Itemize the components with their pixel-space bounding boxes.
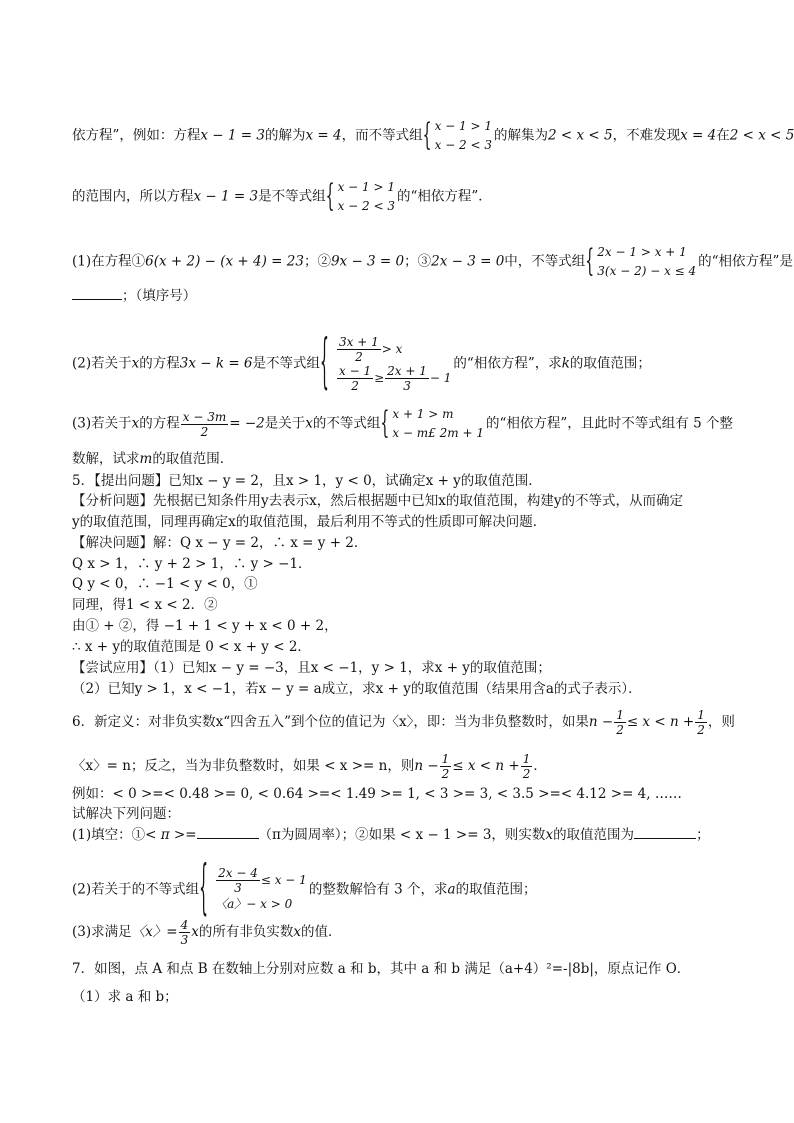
p5-line8: 由① + ②，得 −1 + 1 < y + x < 0 + 2，: [72, 618, 338, 634]
inequality-system: { $\frac{2x - 4}{3}$ ≤ x − 1 〈a〉− x > 0: [201, 866, 307, 914]
p6-line2: 〈x〉= n；反之，当为非负整数时，如果 < x >= n，则n − $\frac{1}{2}$ ≤ x < n + $\frac{1}{2}$ ．: [72, 752, 547, 781]
p6-line1: 6．新定义：对非负实数x“四舍五入”到个位的值记为〈x〉，即：当为非负整数时，如果n − $\frac{1}{2}$ ≤ x < n + $\frac{1}{2}$ ，则: [72, 708, 735, 737]
p5-line4: 【解决问题】解：Q x − y = 2，∴ x = y + 2．: [72, 535, 368, 551]
p6-question3: (3)求满足〈x〉= $\frac{4}{3}$ x的所有非负实数x的值．: [72, 918, 342, 947]
p5-line5: Q x > 1，∴ y + 2 > 1，∴ y > −1．: [72, 556, 312, 572]
p6-question2: (2)若关于的不等式组 { $\frac{2x - 4}{3}$ ≤ x − 1 〈a〉− x > 0 的整数解恰有 3 个，求a的取值范围；: [72, 866, 537, 914]
p6-question1: (1)填空：①< π >= （π为圆周率）；②如果 < x − 1 >= 3，则实数x的取值范围为 ；: [72, 827, 710, 843]
answer-blank[interactable]: [72, 287, 122, 300]
p5-line3: y的取值范围，同理再确定x的取值范围，最后利用不等式的性质即可解决问题．: [72, 514, 547, 530]
p4-line2: 的范围内，所以方程x − 1 = 3是不等式组 { x − 1 > 1 x − 2 < 3 的“相依方程”．: [72, 178, 492, 216]
inequality-system: { $\frac{3x + 1}{2}$ > x $\frac{x - 1}{2}$ ≥ $\frac{2x + 1}{3}$ − 1: [322, 335, 451, 393]
p4-question2: (2)若关于x的方程3x − k = 6是不等式组 { $\frac{3x + 1}{2}$ > x $\frac{x - 1}{2}$ ≥ $\frac{2x + 1}{3}$ − 1 的“相依方程”，求k的取值范围；: [72, 335, 651, 393]
p5-line11: （2）已知y > 1，x < −1，若x − y = a成立，求x + y的取值范围（结果用含a的式子表示）．: [72, 681, 642, 697]
p7-line2: （1）求 a 和 b；: [72, 989, 178, 1005]
p4-question3-tail: 数解，试求m的取值范围．: [72, 451, 234, 467]
p4-question1: (1)在方程①6(x + 2) − (x + 4) = 23；②9x − 3 = 0；③2x − 3 = 0中，不等式组 { 2x − 1 > x + 1 3(x − 2) − x ≤ 4 的“相依方程”是: [72, 243, 793, 281]
inequality-system: { 2x − 1 > x + 1 3(x − 2) − x ≤ 4: [587, 243, 696, 281]
p5-line2: 【分析问题】先根据已知条件用y去表示x，然后根据题中已知x的取值范围，构建y的不等式，从而确定: [72, 493, 683, 509]
p7-line1: 7．如图，点 A 和点 B 在数轴上分别对应数 a 和 b，其中 a 和 b 满足（a+4）²=-|8b|，原点记作 O．: [72, 961, 691, 977]
inequality-system: { x − 1 > 1 x − 2 < 3: [425, 117, 492, 155]
p6-example: 例如：< 0 >=< 0.48 >= 0, < 0.64 >=< 1.49 >= 1, < 3 >= 3, < 3.5 >=< 4.12 >= 4, ……: [72, 786, 682, 802]
p4-line1: 依方程”，例如：方程x − 1 = 3的解为x = 4，而不等式组 { x − 1 > 1 x − 2 < 3 的解集为2 < x < 5，不难发现x = 4在2 < x < 5: [72, 117, 794, 155]
p5-line1: 5．【提出问题】已知x − y = 2，且x > 1，y < 0，试确定x + y的取值范围．: [72, 473, 542, 489]
p5-line10: 【尝试应用】（1）已知x − y = −3，且x < −1，y > 1，求x + y的取值范围；: [72, 660, 551, 676]
inequality-system: { x − 1 > 1 x − 2 < 3: [328, 178, 395, 216]
p5-line7: 同理，得1 < x < 2．②: [72, 597, 218, 613]
p4-question3: (3)若关于x的方程 $\frac{x - 3m}{2}$ = −2是关于x的不等式组 { x + 1 > m x − m£ 2m + 1 的“相依方程”，且此时不等式组有 5 个整: [72, 405, 733, 443]
answer-blank[interactable]: [634, 826, 696, 839]
p5-line6: Q y < 0，∴ −1 < y < 0，①: [72, 576, 258, 592]
p6-try: 试解决下列问题：: [72, 806, 180, 822]
p4-question1-answer: ；（填序号）: [72, 287, 196, 305]
p5-line9: ∴ x + y的取值范围是 0 < x + y < 2．: [72, 639, 311, 655]
answer-blank[interactable]: [197, 826, 259, 839]
inequality-system: { x + 1 > m x − m£ 2m + 1: [382, 405, 484, 443]
